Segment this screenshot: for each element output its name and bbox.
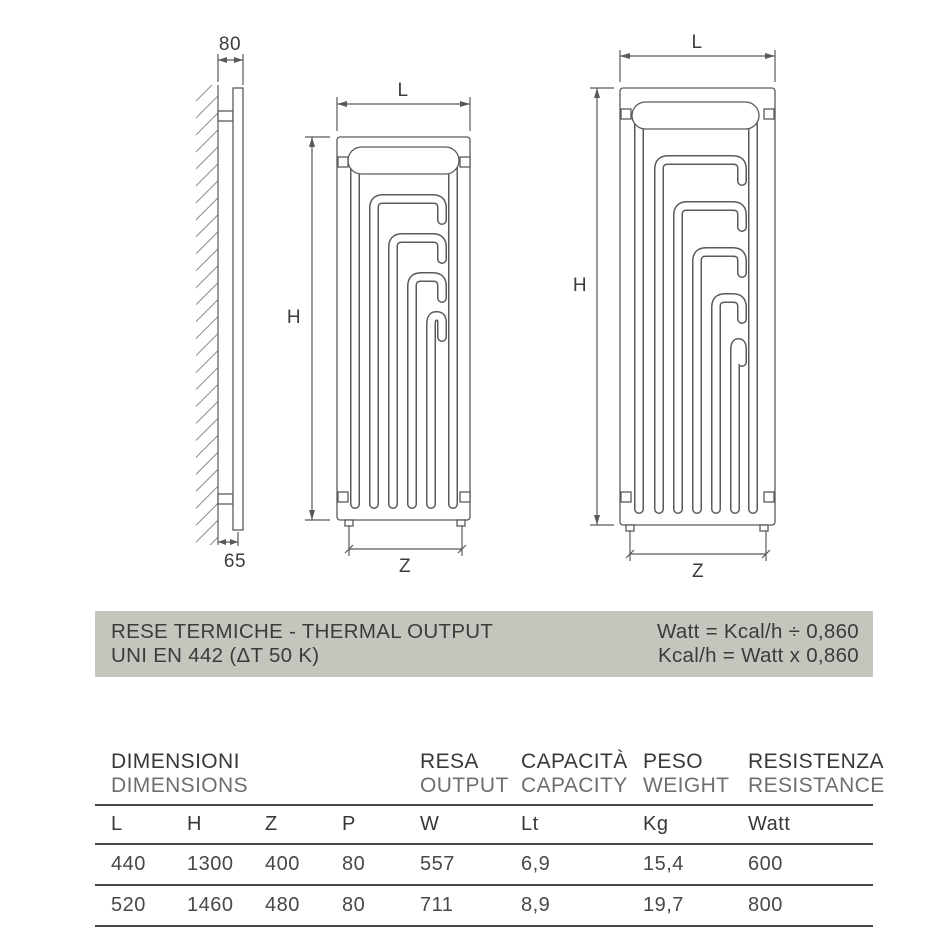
banner-formulas [657,620,859,677]
group-output [420,750,521,798]
bracket-square [338,157,348,167]
group-label-en: OUTPUT [420,774,509,797]
spec-cell: 800 [748,894,783,916]
banner-title-line1: RESE TERMICHE - THERMAL OUTPUT [111,620,494,643]
spec-cell: 1460 [187,894,234,916]
unit-cell-Z: Z [265,813,278,835]
small-height-label: H [286,307,302,328]
small-connection-label: Z [398,556,412,577]
spec-cell: 6,9 [521,853,551,875]
group-label-it: RESISTENZA [748,750,884,773]
spec-cell: 440 [111,853,146,875]
data-row-2 [95,886,873,927]
formula-kcal: Kcal/h = Watt x 0,860 [658,644,859,667]
spec-cell: 80 [342,853,366,875]
formula-watt: Watt = Kcal/h ÷ 0,860 [657,620,859,643]
small-radiator-drawing [287,80,470,577]
mounting-bracket [218,111,233,121]
unit-cell-P: P [342,813,356,835]
group-dimensions [111,750,420,798]
radiator-side-panel [233,88,243,530]
mounting-bracket [218,494,233,504]
dim-label-depth: 80 [218,34,242,55]
dimension-line [337,97,470,131]
dimension-line [620,50,775,82]
bracket-square [460,492,470,502]
wall-hatching [196,85,218,545]
units-row [95,806,873,845]
unit-cell-Lt: Lt [521,813,539,835]
unit-cell-L: L [111,813,123,835]
spec-cell: 80 [342,894,366,916]
bracket-square [338,492,348,502]
group-label-it: CAPACITÀ [521,750,628,773]
group-label-en: WEIGHT [643,774,730,797]
bracket-square [621,492,631,502]
spec-cell: 8,9 [521,894,551,916]
dimension-line [305,137,330,520]
large-height-label: H [572,275,588,296]
group-label-it: RESA [420,750,479,773]
dimension-line [218,54,243,85]
bracket-square [460,157,470,167]
spec-cell: 480 [265,894,300,916]
unit-cell-Kg: Kg [643,813,669,835]
unit-cell-W: W [420,813,440,835]
spec-cell: 15,4 [643,853,684,875]
spec-cell: 19,7 [643,894,684,916]
group-resistance [748,750,885,798]
group-label-it: PESO [643,750,703,773]
large-width-label: L [691,32,703,53]
dimension-line [345,526,466,556]
group-header-row [95,750,885,806]
group-label-it: DIMENSIONI [111,750,240,773]
top-header-tube [632,102,759,129]
spec-cell: 400 [265,853,300,875]
spec-table [95,750,885,927]
dim-label-wall-distance: 65 [223,551,247,572]
radiator-foot [457,520,465,526]
dimension-line [626,531,770,561]
large-radiator-drawing [573,32,775,582]
large-connection-label: Z [691,561,705,582]
banner-title [111,620,493,677]
group-capacity [521,750,643,798]
small-width-label: L [397,80,409,101]
group-label-en: CAPACITY [521,774,628,797]
group-label-en: DIMENSIONS [111,774,249,797]
banner-title-line2: UNI EN 442 (ΔT 50 K) [111,644,320,667]
spec-cell: 520 [111,894,146,916]
thermal-output-banner [95,611,873,677]
dimension-line [218,532,238,546]
side-view-drawing [196,34,246,572]
spec-cell: 557 [420,853,455,875]
group-label-en: RESISTANCE [748,774,885,797]
radiator-foot [626,525,634,531]
unit-cell-Watt: Watt [748,813,791,835]
spec-cell: 1300 [187,853,234,875]
spec-cell: 711 [420,894,454,916]
dimension-line [590,88,614,525]
group-weight [643,750,748,798]
bracket-square [764,109,774,119]
top-header-tube [348,147,459,174]
bracket-square [764,492,774,502]
data-row-1 [95,845,873,886]
radiator-foot [760,525,768,531]
unit-cell-H: H [187,813,202,835]
bracket-square [621,109,631,119]
spec-cell: 600 [748,853,783,875]
radiator-foot [345,520,353,526]
